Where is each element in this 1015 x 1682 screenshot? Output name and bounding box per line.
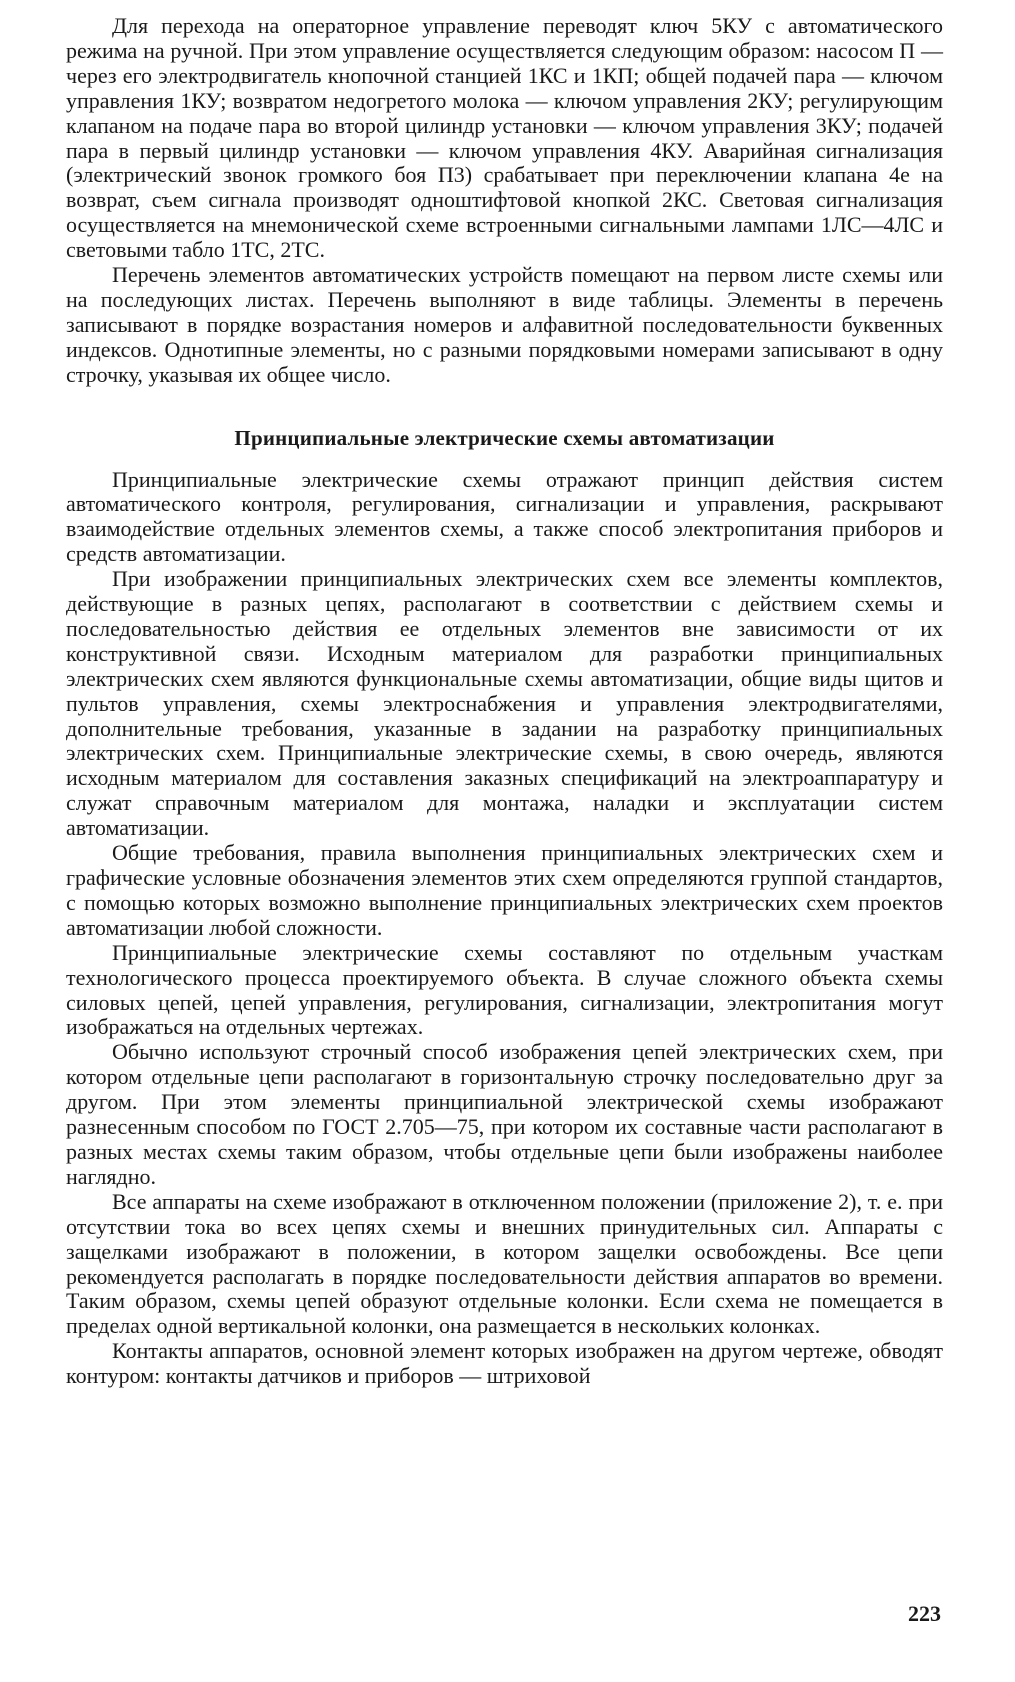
section-title: Принципиальные электрические схемы автоматизации [234, 425, 775, 450]
paragraph: Контакты аппаратов, основной элемент которых изображен на другом чертеже, обводят контуром: контакты датчиков и приборов — штриховой [66, 1338, 943, 1389]
paragraph: Все аппараты на схеме изображают в отключенном положении (приложение 2), т. е. при отсутствии тока во всех цепях схемы и внешних принудительных сил. Аппараты с защелками изображают в положении, в котором защелки освобождены. Все цепи рекомендуется располагать в порядке последовательности действия аппаратов во времени. Таким образом, схемы цепей образуют отдельные колонки. Если схема не помещается в пределах одной вертикальной колонки, она размещается в нескольких колонках. [66, 1188, 943, 1339]
text-block-main [66, 468, 943, 1390]
paragraph-operator-control: Для перехода на операторное управление переводят ключ 5КУ с автоматического режима на ручной. При этом управление осуществляется следующим образом: насосом П — через его электродвигатель кнопочной станцией 1КС и 1КП; общей подачей пара — ключом управления 1КУ; возвратом недогретого молока — ключом управления 2КУ; регулирующим клапаном на подаче пара во второй цилиндр установки — ключом управления 3КУ; подачей пара в первый цилиндр установки — ключом управления 4КУ. Аварийная сигнализация (электрический звонок громкого боя П3) срабатывает при переключении клапана 4е на возврат, съем сигнала производят одноштифтовой кнопкой 2КС. Световая сигнализация осуществляется на мнемонической схеме встроенными сигнальными лампами 1ЛС—4ЛС и световыми табло 1ТС, 2ТС. [66, 13, 943, 263]
paragraph: Обычно используют строчный способ изображения цепей электрических схем, при котором отдельные цепи располагают в горизонтальную строчку последовательно друг за другом. При этом элементы принципиальной электрической схемы изображают разнесенным способом по ГОСТ 2.705—75, при котором их составные части располагают в разных местах схемы таким образом, чтобы отдельные цепи были изображены наиболее наглядно. [66, 1039, 943, 1189]
paragraph: Принципиальные электрические схемы отражают принцип действия систем автоматического контроля, регулирования, сигнализации и управления, раскрывают взаимодействие отдельных элементов схемы, а также способ электропитания приборов и средств автоматизации. [66, 466, 943, 567]
paragraph: Принципиальные электрические схемы составляют по отдельным участкам технологического процесса проектируемого объекта. В случае сложного объекта схемы силовых цепей, цепей управления, регулирования, сигнализации, электропитания могут изображаться на отдельных чертежах. [66, 939, 943, 1040]
page-number: 223 [908, 1601, 941, 1626]
text-block-top [66, 14, 943, 388]
paragraph: При изображении принципиальных электрических схем все элементы комплектов, действующие в разных цепях, располагают в соответствии с действием схемы и последовательностью действия ее отдельных элементов вне зависимости от их конструктивной связи. Исходным материалом для разработки принципиальных электрических схем являются функциональные схемы автоматизации, общие виды щитов и пультов управления, схемы электроснабжения и управления электродвигателями, дополнительные требования, указанные в задании на разработку принципиальных электрических схем. Принципиальные электрические схемы, в свою очередь, являются исходным материалом для составления заказных спецификаций на электроаппаратуру и служат справочным материалом для монтажа, наладки и эксплуатации систем автоматизации. [66, 566, 943, 841]
paragraph-element-list: Перечень элементов автоматических устройств помещают на первом листе схемы или на последующих листах. Перечень выполняют в виде таблицы. Элементы в перечень записывают в порядке возрастания номеров и алфавитной последовательности буквенных индексов. Однотипные элементы, но с разными порядковыми номерами записывают в одну строчку, указывая их общее число. [66, 262, 943, 387]
paragraph: Общие требования, правила выполнения принципиальных электрических схем и графические условные обозначения элементов этих схем определяются группой стандартов, с помощью которых возможно выполнение принципиальных электрических схем проектов автоматизации любой сложности. [66, 840, 943, 940]
